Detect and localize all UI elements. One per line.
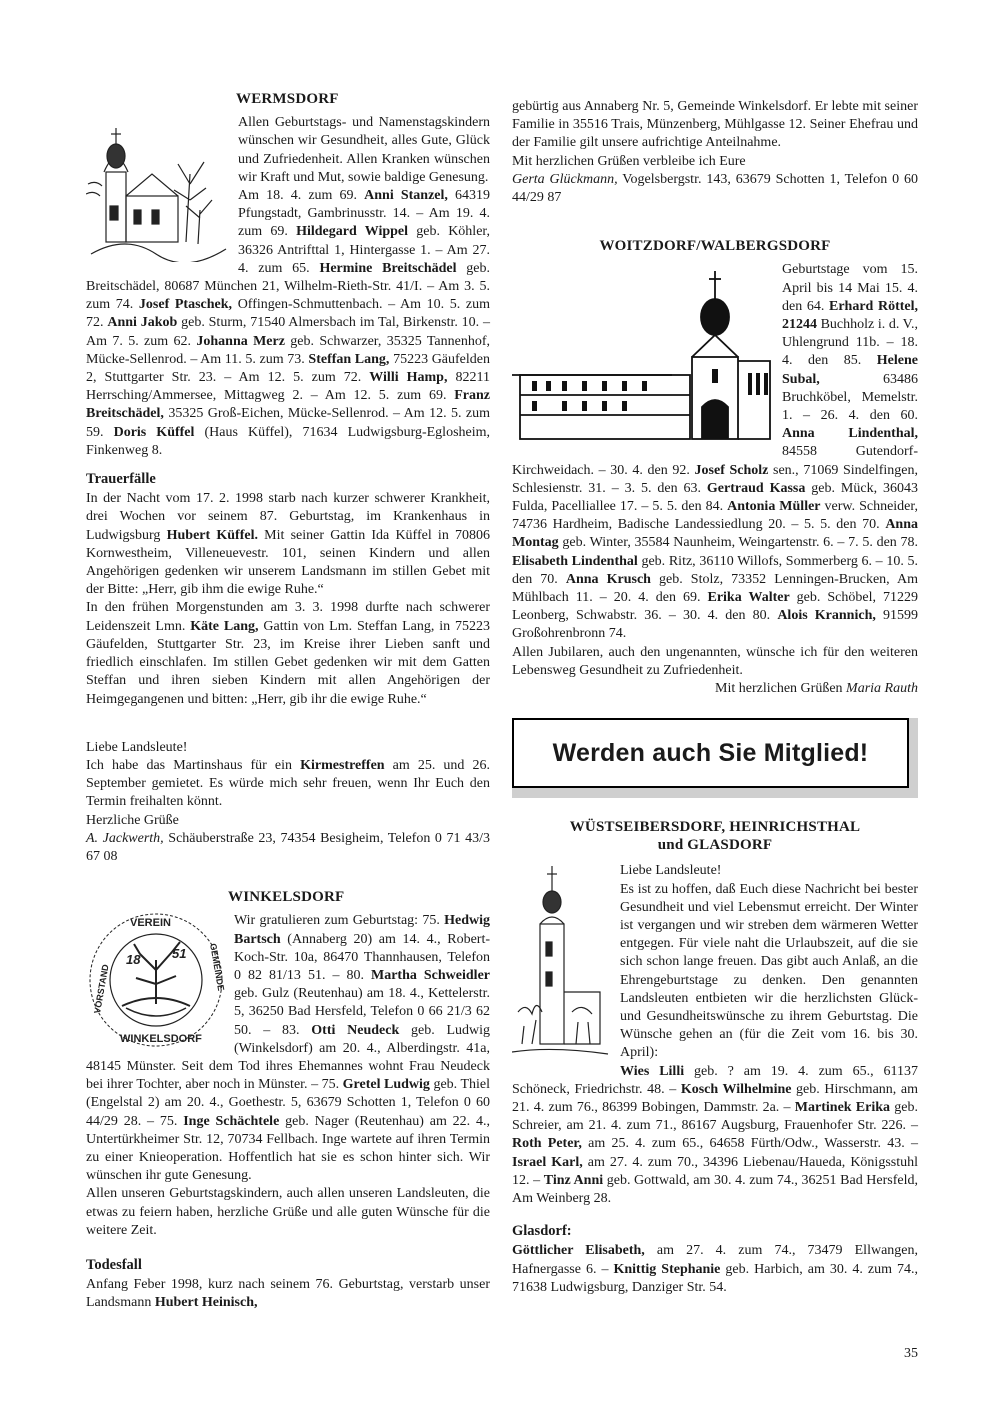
spacer xyxy=(86,709,490,739)
membership-banner-shadow xyxy=(512,718,918,798)
heading-todesfall: Todesfall xyxy=(86,1256,142,1273)
winkelsdorf-wishes: Allen unseren Geburtstagskindern, auch allen unseren Landsleuten, die etwas zu feiern haben, herzliche Grüße und alle guten Wünsche für die weitere Zeit. xyxy=(86,1186,490,1238)
membership-banner xyxy=(512,718,909,788)
wuestseibersdorf-section xyxy=(512,818,918,1297)
woitzdorf-birthdays: Geburtstage vom 15. April bis 14 Mai 15. 4. den 64. Erhard Röttel, 21244 Buchholz i. d. V., Uhlengrund 11b. – 18. 4. den 85. Helene Subal, 63486 Bruchköbel, Memelstr. 1. – 26. 4. den 60. Anna Lindenthal, 84558 Gutendorf-Kirchweidach. – 30. 4. den 92. Josef Scholz sen., 71069 Sindelfingen, Schlesienstr. 31. – 3. 5. den 63. Gertraud Kassa geb. Mück, 36043 Fulda, Pacelliallee 17. – 5. 5. den 84. Antonia Müller verw. Schneider, 74736 Hardheim, Badische Landessiedlung 20. – 5. 5. den 70. Anna Montag geb. Winter, 35584 Naunheim, Weingartenstr. 6. – 7. 5. den 78. Elisabeth Lindenthal geb. Ritz, 36110 Willofs, Sommerberg 6. – 10. 5. den 70. Anna Krusch geb. Stolz, 73352 Lenningen-Brucken, Am Mühlbach 11. – 20. 4. den 69. Erika Walter geb. Schöbel, 71229 Leonberg, Schwabstr. 36. – 30. 4. den 80. Alois Krannich, 91599 Großohrenbronn 74. xyxy=(512,262,919,642)
seal-left-text: VORSTAND xyxy=(92,963,111,1015)
spacer xyxy=(512,207,918,237)
obituary-lang: In den frühen Morgenstunden am 3. 3. 1998 durfte nach schwerer Leidenszeit Lmn. Käte Lang, Gattin von Lm. Steffan Lang, in 75223 Gäufelden, Stuttgarter Str. 23, im Kreise ihrer Lieben sanft und friedlich einschlafen. Im stillen Gebet gedenken wir mit dem Gatten Steffan und ihren sieben Kindern mit allen Angehörigen der Heimgegangenen und bitten: „Herr, gib ihr die ewige Ruhe.“ xyxy=(86,600,491,707)
seal-illustration-winkelsdorf xyxy=(86,908,226,1052)
section-title-woitzdorf: WOITZDORF/WALBERGSDORF xyxy=(599,238,831,255)
church-illustration-wermsdorf xyxy=(86,114,230,262)
section-title-wermsdorf: WERMSDORF xyxy=(236,91,339,107)
seal-year-1: 18 xyxy=(126,952,141,968)
obituary-heinisch-continued: gebürtig aus Annaberg Nr. 5, Gemeinde Winkelsdorf. Er lebte mit seiner Familie in 35516 Trais, Münzenberg, Mühlgasse 12. Seiner Ehefrau und der Familie gilt unsere aufrichtige Anteilnahme. xyxy=(512,99,918,151)
letter-closing: Herzliche Grüße xyxy=(86,812,179,828)
membership-banner-text: Werden auch Sie Mitglied! xyxy=(552,738,869,767)
wuestseibersdorf-greeting: Liebe Landsleute! xyxy=(620,863,722,879)
letter-signature: A. Jackwerth, Schäuberstraße 23, 74354 Besigheim, Telefon 0 71 43/3 67 08 xyxy=(86,830,491,864)
letter-body: Ich habe das Martinshaus für ein Kirmestreffen am 25. und 26. September gemietet. Es würde mich sehr freuen, wenn Ihr Euch den Termin freihalten könnt. xyxy=(86,757,491,810)
winkelsdorf-closing: Mit herzlichen Grüßen verbleibe ich Eure xyxy=(512,153,746,169)
seal-bottom-text: WINKELSDORF xyxy=(120,1033,202,1046)
left-column xyxy=(86,90,490,1313)
wuestseibersdorf-birthdays: Wies Lilli geb. ? am 19. 4. zum 65., 61137 Schöneck, Friedrichstr. 48. – Kosch Wilhelmine geb. Hirschmann, am 21. 4. zum 76., 86399 Bobingen, Dammstr. 2a. – Martinek Erika geb. Schreier, am 21. 4. zum 71., 86167 Augsburg, Frauenhofer Str. 226. – Roth Peter, am 25. 4. zum 65., 64658 Fürth/Odw., Wasserstr. 43. – Israel Karl, am 27. 4. zum 70., 34396 Liebenau/Haueda, Königsstuhl 12. – Tinz Anni geb. Gottwald, am 30. 4. zum 74., 36251 Bad Hersfeld, Am Weinberg 28. xyxy=(512,1063,919,1207)
wuestseibersdorf-intro: Es ist zu hoffen, daß Euch diese Nachricht bei bester Gesundheit und viel Lebensmut erreicht. Der Winter ist vergangen und wir streben dem wärmeren Wetter entgegen. Für viele naht die Urlaubszeit, auf die sie sich schon lange freuen. Das gibt auch Anlaß, an die Ehrengeburtstage zu denken. Den genannten Landsleuten entbieten wir die herzlichsten Glück- und Gesundheitswünsche zu ihrem Geburtstag. Die Wünsche gehen an (für die Zeit vom 16. bis 30. April): xyxy=(620,881,918,1061)
wermsdorf-intro: Allen Geburtstags- und Namenstagskindern wünschen wir Gesundheit, alles Gute, Glück und Zufriedenheit. Allen Kranken wünschen wir Kraft und Mut, sowie baldige Genesung. xyxy=(238,115,490,185)
section-title-winkelsdorf: WINKELSDORF xyxy=(228,889,345,906)
letter-greeting: Liebe Landsleute! xyxy=(86,739,188,755)
obituary-heinisch: Anfang Feber 1998, kurz nach seinem 76. Geburtstag, verstarb unser Landsmann Hubert Heinisch, xyxy=(86,1277,490,1311)
obituary-kueffel: In der Nacht vom 17. 2. 1998 starb nach kurzer schwerer Krankheit, drei Wochen vor seinem 87. Geburtstag, im Krankenhaus in Ludwigsburg Hubert Küffel. Mit seiner Gattin Ida Küffel in 70806 Kornwestheim, Villeneuevestr. 101, seinen Kindern und allen Angehörigen gedenken wir unserem Landsmann im stillen Gebet mit der Bitte: „Herr, gib ihm die ewige Ruhe.“ xyxy=(86,491,491,598)
woitzdorf-wishes: Allen Jubilaren, auch den ungenannten, wünsche ich für den weiteren Lebensweg Gesundheit zu Zufriedenheit. xyxy=(512,644,918,678)
woitzdorf-signature: Mit herzlichen Grüßen Maria Rauth xyxy=(715,681,918,697)
spacer xyxy=(86,866,490,888)
wermsdorf-birthdays: Am 18. 4. zum 69. Anni Stanzel, 64319 Pfungstadt, Gambrinusstr. 14. – Am 19. 4. zum 69. Hildegard Wippel geb. Köhler, 36326 Antrifttal 1, Hintergasse 1. – Am 27. 4. zum 65. Hermine Breitschädel geb. Breitschädel, 80687 München 21, Wilhelm-Rieth-Str. 41/I. – Am 3. 5. zum 74. Josef Ptaschek, Offingen-Schmuttenbach. – Am 10. 5. zum 72. Anni Jakob geb. Sturm, 71540 Almersbach im Tal, Birkenstr. 10. – Am 7. 5. zum 62. Johanna Merz geb. Schwarzer, 35325 Tannenhof, Mücke-Sellenrod. – Am 11. 5. zum 73. Steffan Lang, 75223 Gäufelden 2, Stuttgarter Str. 23. – Am 12. 5. zum 72. Willi Hamp, 82211 Herrsching/Ammersee, Mittagweg 2. – Am 12. 5. zum 69. Franz Breitschädel, 35325 Groß-Eichen, Mücke-Sellenrod. – Am 12. 5. zum 59. Doris Küffel (Haus Küffel), 71634 Ludwigsburg-Eglosheim, Finkenweg 8. xyxy=(86,188,491,458)
winkelsdorf-signature: Gerta Glückmann, Vogelsbergstr. 143, 63679 Schotten 1, Telefon 0 60 44/29 87 xyxy=(512,171,919,206)
seal-year-2: 51 xyxy=(172,946,187,962)
glasdorf-birthdays: Göttlicher Elisabeth, am 27. 4. zum 74., 73479 Ellwangen, Hafnergasse 6. – Knittig Stephanie geb. Harbich, am 30. 4. zum 74., 71638 Ludwigsburg, Danziger Str. 54. xyxy=(512,1243,919,1295)
section-title-wuestseibersdorf: WÜSTSEIBERSDORF, HEINRICHSTHAL und GLASDORF xyxy=(569,819,861,854)
church-illustration-wuestseibersdorf xyxy=(512,862,612,1070)
church-illustration-woitzdorf xyxy=(512,265,774,441)
winkelsdorf-birthdays: Wir gratulieren zum Geburtstag: 75. Hedwig Bartsch (Annaberg 20) am 14. 4., Robert-Koch-Str. 10a, 86470 Thannhausen, Telefon 0 82 81/13 51. – 80. Martha Schweidler geb. Gulz (Reutenhau) am 18. 4., Kettelerstr. 5, 36250 Bad Hersfeld, Telefon 0 66 21/3 62 50. – 83. Otti Neudeck geb. Ludwig (Winkelsdorf) am 20. 4., Alberdingstr. 41a, 48145 Münster. Seit dem Tod ihres Ehemannes wohnt Frau Neudeck bei ihrer Tochter, aber noch in Münster. – 75. Gretel Ludwig geb. Thiel (Engelstal 2) am 20. 4., Goethestr. 5, 63679 Schotten 1, Telefon 0 60 44/29 28. – 75. Inge Schächtele geb. Nager (Reutenhau) am 22. 4., Untertürkheimer Str. 12, 70734 Fellbach. Inge wartete auf ihren Termin zu einer Knieoperation. Hoffentlich hat sie es schon hinter sich. Wir wünschen ihr gute Genesung. xyxy=(86,913,491,1184)
page-number: 35 xyxy=(904,1346,918,1361)
seal-right-text: GEMEINDE xyxy=(208,942,226,992)
heading-trauerfaelle: Trauerfälle xyxy=(86,471,156,488)
right-column xyxy=(512,98,918,698)
seal-top-text: VEREIN xyxy=(130,917,171,930)
heading-glasdorf: Glasdorf: xyxy=(512,1223,572,1240)
